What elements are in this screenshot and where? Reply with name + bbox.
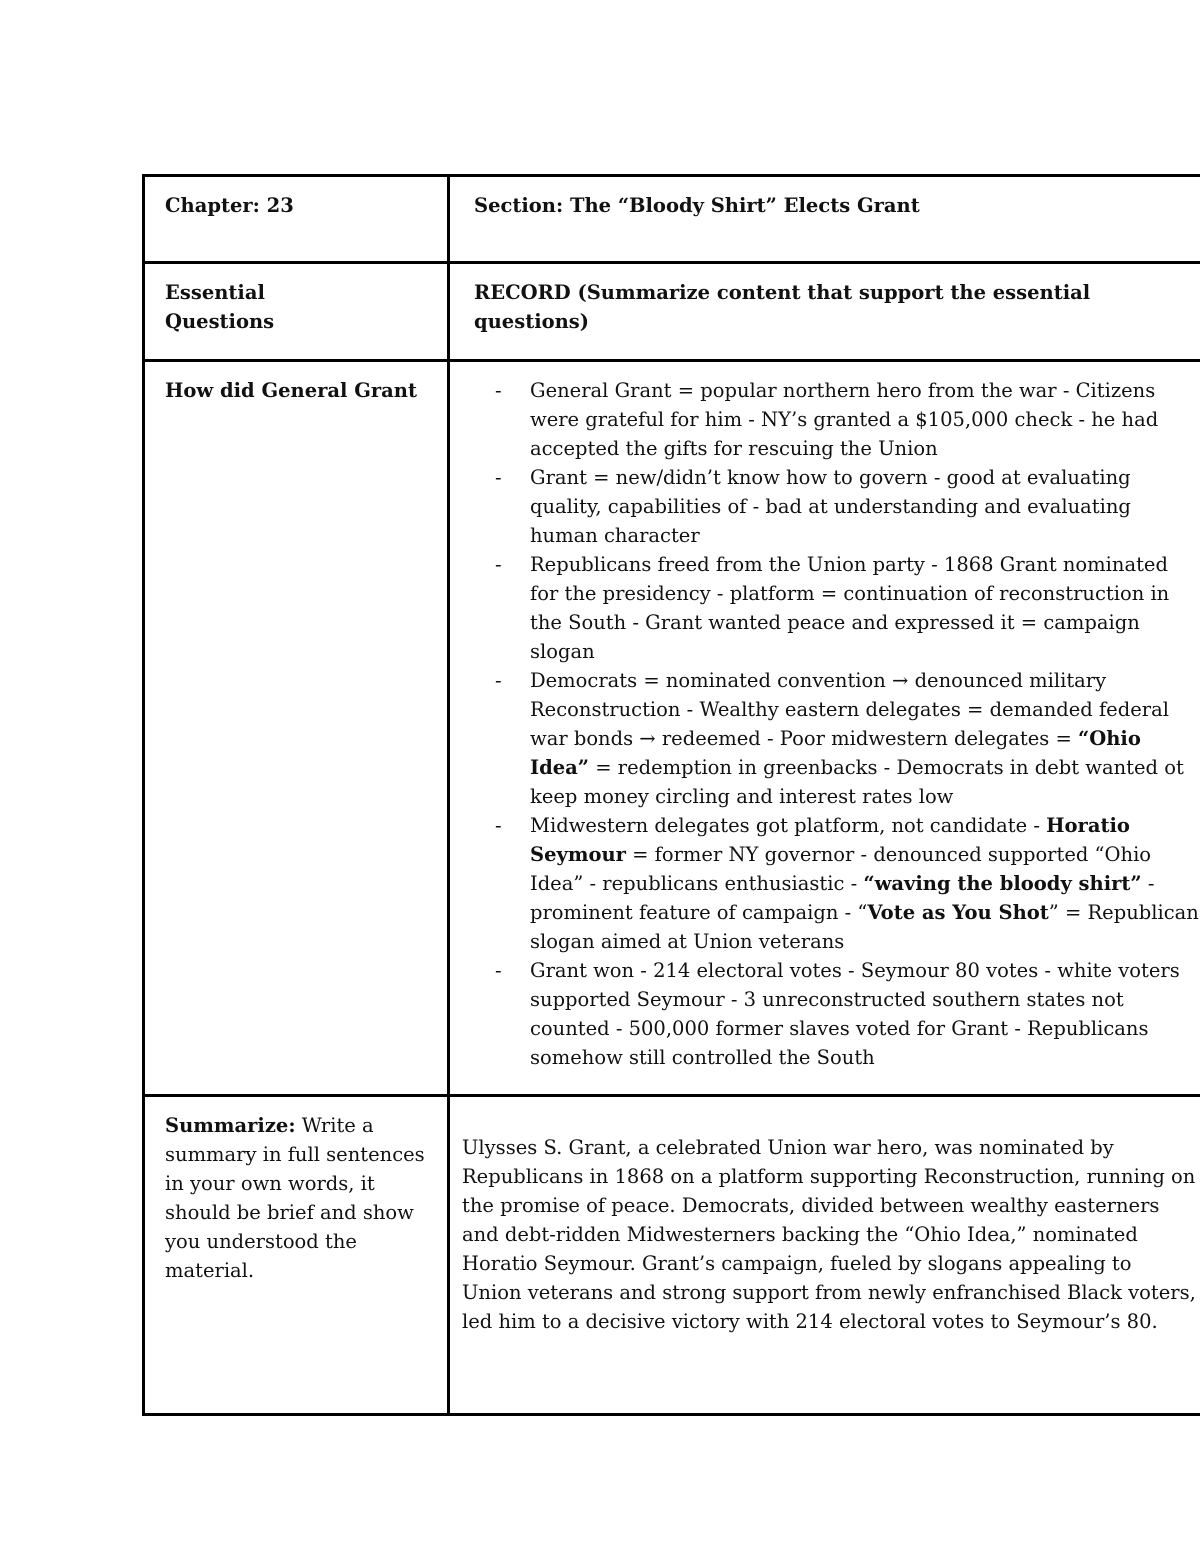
record-row bbox=[144, 361, 1200, 1096]
record-item-text: = redemption in greenbacks - Democrats in debt wanted ot keep money circling and interest rates low bbox=[530, 756, 1184, 808]
chapter-label: Chapter: 23 bbox=[165, 194, 294, 217]
notes-table bbox=[142, 174, 1200, 1416]
record-item bbox=[530, 666, 1200, 811]
section-title: Section: The “Bloody Shirt” Elects Grant bbox=[474, 194, 920, 217]
record-item-text: Democrats = nominated convention → denounced military Reconstruction - Wealthy eastern delegates = demanded federal war bonds → redeemed - Poor midwestern delegates = bbox=[530, 669, 1169, 750]
record-item-text: Republicans freed from the Union party - 1868 Grant nominated for the presidency - platform = continuation of reconstruction in the South - Grant wanted peace and expressed it = campaign slogan bbox=[530, 553, 1170, 663]
chapter-cell bbox=[144, 176, 449, 263]
record-item-bold-text: Horatio Seymour bbox=[530, 814, 1130, 866]
summarize-label: Summarize: bbox=[165, 1114, 296, 1137]
record-item-text: Midwestern delegates got platform, not candidate - bbox=[530, 814, 1047, 837]
record-label: RECORD (Summarize content that support the essential questions) bbox=[474, 281, 1091, 333]
record-item bbox=[530, 811, 1200, 956]
record-item-text: - prominent feature of campaign - “ bbox=[530, 872, 1155, 924]
essential-question: How did General Grant bbox=[165, 379, 417, 402]
summary-row bbox=[144, 1096, 1200, 1415]
record-item bbox=[530, 550, 1200, 666]
essential-row bbox=[144, 263, 1200, 361]
summary-cell bbox=[449, 1096, 1200, 1415]
record-item bbox=[530, 376, 1200, 463]
header-row bbox=[144, 176, 1200, 263]
record-item-bold-text: Vote as You Shot bbox=[867, 901, 1049, 924]
record-item-bold-text: “Ohio Idea” bbox=[530, 727, 1141, 779]
record-item-text: Grant won - 214 electoral votes - Seymour 80 votes - white voters supported Seymour - 3 unreconstructed southern states not counted - 500,000 former slaves voted for Grant - Republicans somehow still controlled the South bbox=[530, 959, 1180, 1069]
summarize-instruction: Write a summary in full sentences in your own words, it should be brief and show you understood the material. bbox=[165, 1114, 425, 1282]
section-cell bbox=[449, 176, 1200, 263]
summarize-prompt-cell bbox=[144, 1096, 449, 1415]
record-item-bold-text: “waving the bloody shirt” bbox=[863, 872, 1142, 895]
record-header-cell bbox=[449, 263, 1200, 361]
record-item bbox=[530, 956, 1200, 1072]
essential-questions-cell bbox=[144, 263, 449, 361]
cornell-notes-sheet bbox=[142, 174, 1200, 1416]
record-item-text: Grant = new/didn’t know how to govern - good at evaluating quality, capabilities of - bad at understanding and evaluating human character bbox=[530, 466, 1131, 547]
record-list bbox=[474, 376, 1200, 1072]
record-item bbox=[530, 463, 1200, 550]
record-item-text: = former NY governor - denounced supported “Ohio Idea” - republicans enthusiastic - bbox=[530, 843, 1152, 895]
record-item-text: General Grant = popular northern hero from the war - Citizens were grateful for him - NY’s granted a $105,000 check - he had accepted the gifts for rescuing the Union bbox=[530, 379, 1159, 460]
essential-label: Essential bbox=[165, 281, 265, 304]
questions-label: Questions bbox=[165, 310, 275, 333]
record-notes-cell bbox=[449, 361, 1200, 1096]
question-cell bbox=[144, 361, 449, 1096]
record-item-text: ” = Republican slogan aimed at Union veterans bbox=[530, 901, 1199, 953]
summary-text: Ulysses S. Grant, a celebrated Union war hero, was nominated by Republicans in 1868 on a platform supporting Reconstruction, running on the promise of peace. Democrats, divided between wealthy easterners and debt-ridden Midwesterners backing the “Ohio Idea,” nominated Horatio Seymour. Grant’s campaign, fueled by slogans appealing to Union veterans and strong support from newly enfranchised Black voters, led him to a decisive victory with 214 electoral votes to Seymour’s 80. bbox=[462, 1136, 1196, 1333]
